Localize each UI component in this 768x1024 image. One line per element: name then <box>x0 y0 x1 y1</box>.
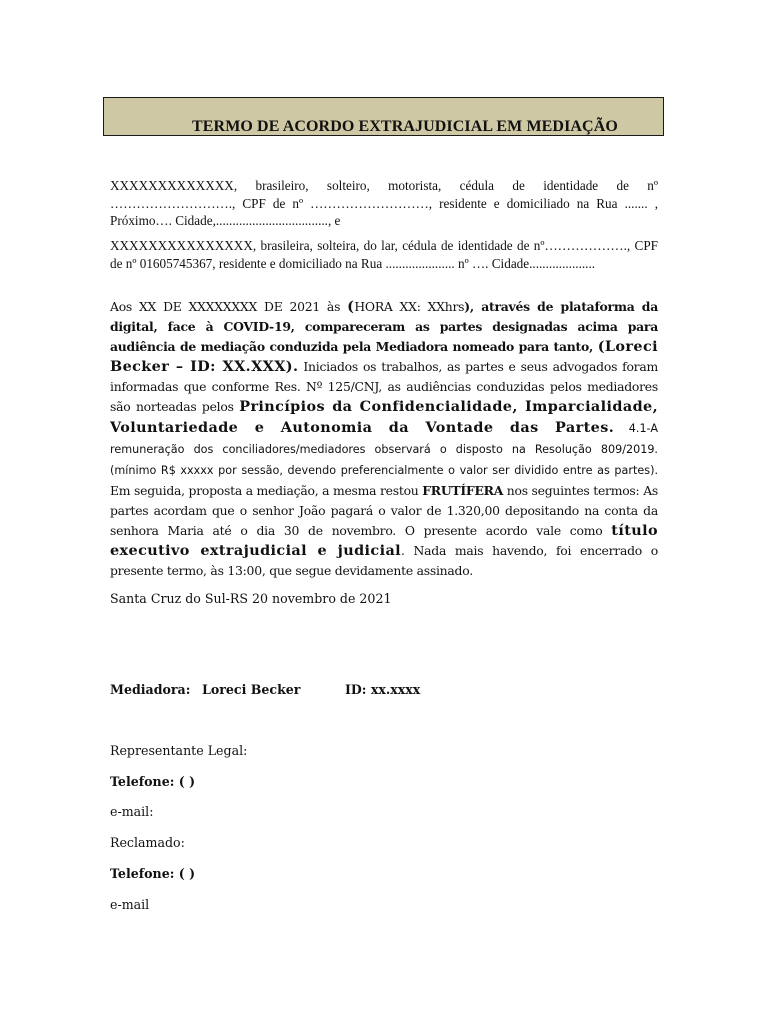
body-s3: HORA XX: XXhrs <box>354 299 465 314</box>
body-remuneration: 4.1-A remuneração dos conciliadores/mediadores observará o disposto na Resolução 809/2019. (mínimo R$ xxxxx por sessão, devendo preferencialmente o valor ser dividido entre as partes). <box>110 421 659 477</box>
mediator-id: ID: xx.xxxx <box>345 682 421 697</box>
body-s11: nos seguintes termos: <box>503 482 644 498</box>
body-closing: . Nada mais havendo, foi encerrado o presente termo, às 13:00, que segue devidamente assinado. <box>110 543 658 579</box>
party-1-text: , brasileiro, solteiro, motorista, cédula de identidade de nº ………………………., CPF de nº ………………………, residente e domiciliado na Rua ....... , Próximo…. Cidade,.................................., e <box>110 178 658 228</box>
body-s6: Iniciados os trabalhos, as partes e seus advogados foram informadas que conforme Res. Nº 125/CNJ, as audiências conduzidas pelos mediadores são norteadas pelos <box>110 359 658 415</box>
body-titulo-executivo: título executivo extrajudicial e judicial <box>110 522 658 560</box>
mediator-line <box>110 682 421 697</box>
party-2-paragraph <box>110 237 658 272</box>
document-title: TERMO DE ACORDO EXTRAJUDICIAL EM MEDIAÇÃO <box>192 118 618 135</box>
body-s4: ), através de plataforma da digital, face à COVID-19, compareceram as partes designadas acima para audiência de mediação conduzida pela Mediadora nomeado para tanto, <box>110 299 658 355</box>
respondent-label: Reclamado: <box>110 835 185 850</box>
agreement-body-paragraph <box>110 297 658 581</box>
email-field-2: e-mail <box>110 897 150 912</box>
phone-field-2: Telefone: ( ) <box>110 866 196 881</box>
party-1-name: XXXXXXXXXXXXX <box>110 178 234 193</box>
place-date: Santa Cruz do Sul-RS 20 novembro de 2021 <box>110 591 392 606</box>
body-s1: Aos XX DE XXXXXXXX DE 2021 às <box>110 299 348 314</box>
party-1-paragraph <box>110 177 658 230</box>
document-title-box <box>103 97 664 136</box>
mediator-name: Loreci Becker <box>202 682 301 697</box>
email-field-1: e-mail: <box>110 804 154 819</box>
body-principles: Princípios da Confidencialidade, Imparcialidade, Voluntariedade e Autonomia da Vontade das Partes. <box>110 398 659 436</box>
mediator-label: Mediadora: <box>110 682 191 697</box>
phone-field-1: Telefone: ( ) <box>110 774 196 789</box>
body-terms: As partes acordam que o senhor João pagará o valor de 1.320,00 depositando na conta da senhora Maria até o dia 30 de novembro. O presente acordo vale como <box>110 482 658 539</box>
body-mediator-id: (Loreci Becker – ID: XX.XXX). <box>110 338 658 376</box>
party-2-name: XXXXXXXXXXXXXXX <box>110 238 253 253</box>
body-frutifera: FRUTÍFERA <box>422 482 504 498</box>
representative-label: Representante Legal: <box>110 743 248 758</box>
body-s2: ( <box>347 298 355 315</box>
body-s9: Em seguida, proposta a mediação, a mesma restou <box>110 482 423 498</box>
party-2-text: , brasileira, solteira, do lar, cédula de identidade de nº………………., CPF de nº 01605745367, residente e domiciliado na Rua ..................... nº …. Cidade.................... <box>110 238 658 271</box>
